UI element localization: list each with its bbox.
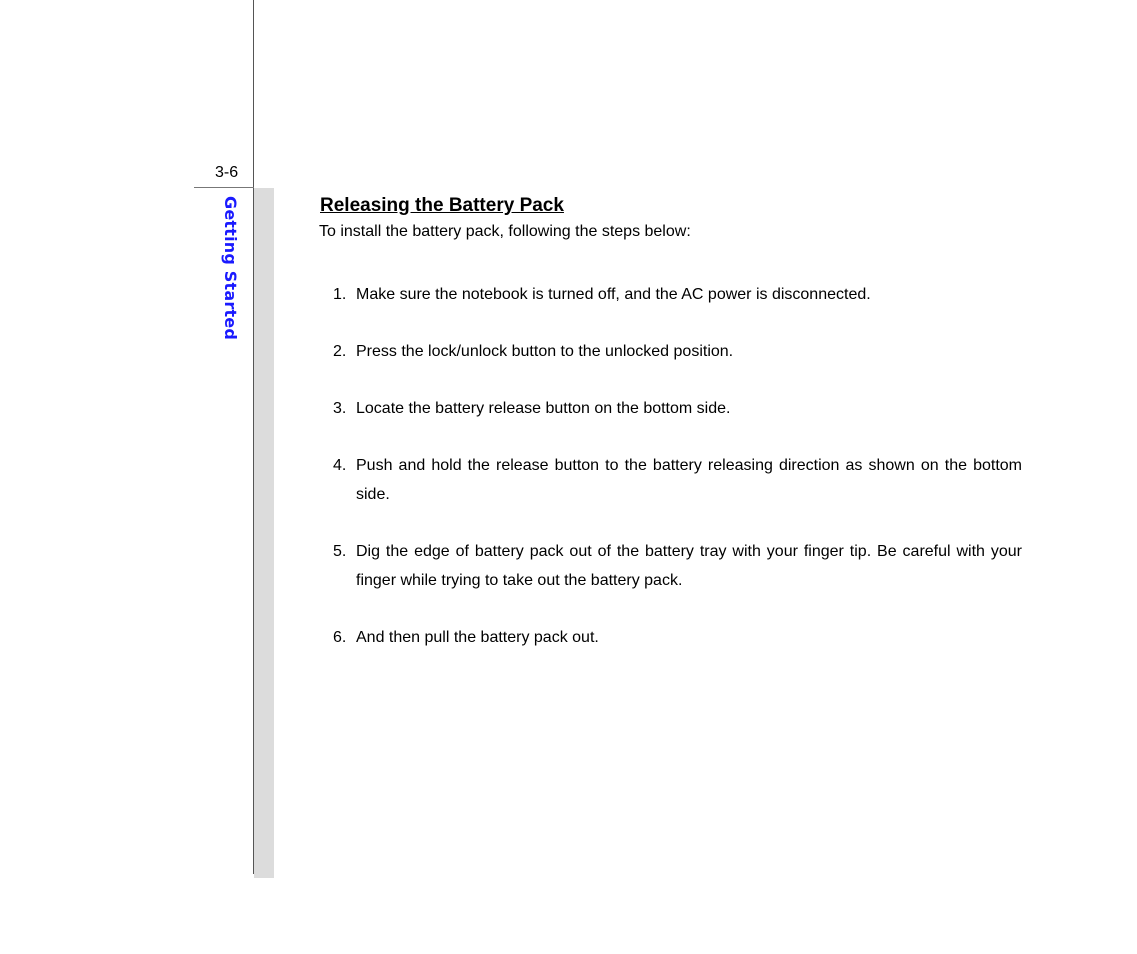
step-number: 5.: [333, 543, 347, 560]
steps-list: [319, 280, 1022, 652]
page-number: 3-6: [215, 164, 239, 181]
article-content: [319, 194, 1022, 680]
step-item: [319, 280, 1022, 309]
step-number: 2.: [333, 343, 347, 360]
section-label: Getting Started: [221, 196, 240, 340]
step-item: [319, 337, 1022, 366]
step-number: 1.: [333, 286, 347, 303]
step-number: 3.: [333, 400, 347, 417]
step-text: And then pull the battery pack out.: [356, 629, 599, 646]
article-intro: To install the battery pack, following the steps below:: [319, 223, 691, 240]
step-item: [319, 451, 1022, 509]
step-item: [319, 394, 1022, 423]
step-text: Locate the battery release button on the bottom side.: [356, 400, 731, 417]
step-item: [319, 623, 1022, 652]
step-item: [319, 537, 1022, 595]
step-text: Dig the edge of battery pack out of the battery tray with your finger tip. Be careful with your finger while trying to take out the battery pack.: [356, 543, 1022, 589]
sidebar-gray-bar: [254, 188, 274, 878]
step-text: Make sure the notebook is turned off, and the AC power is disconnected.: [356, 286, 871, 303]
step-number: 4.: [333, 457, 347, 474]
step-text: Push and hold the release button to the battery releasing direction as shown on the bottom side.: [356, 457, 1022, 503]
step-text: Press the lock/unlock button to the unlocked position.: [356, 343, 734, 360]
page-number-rule: [194, 187, 254, 188]
step-number: 6.: [333, 629, 347, 646]
article-heading: Releasing the Battery Pack: [320, 195, 564, 216]
